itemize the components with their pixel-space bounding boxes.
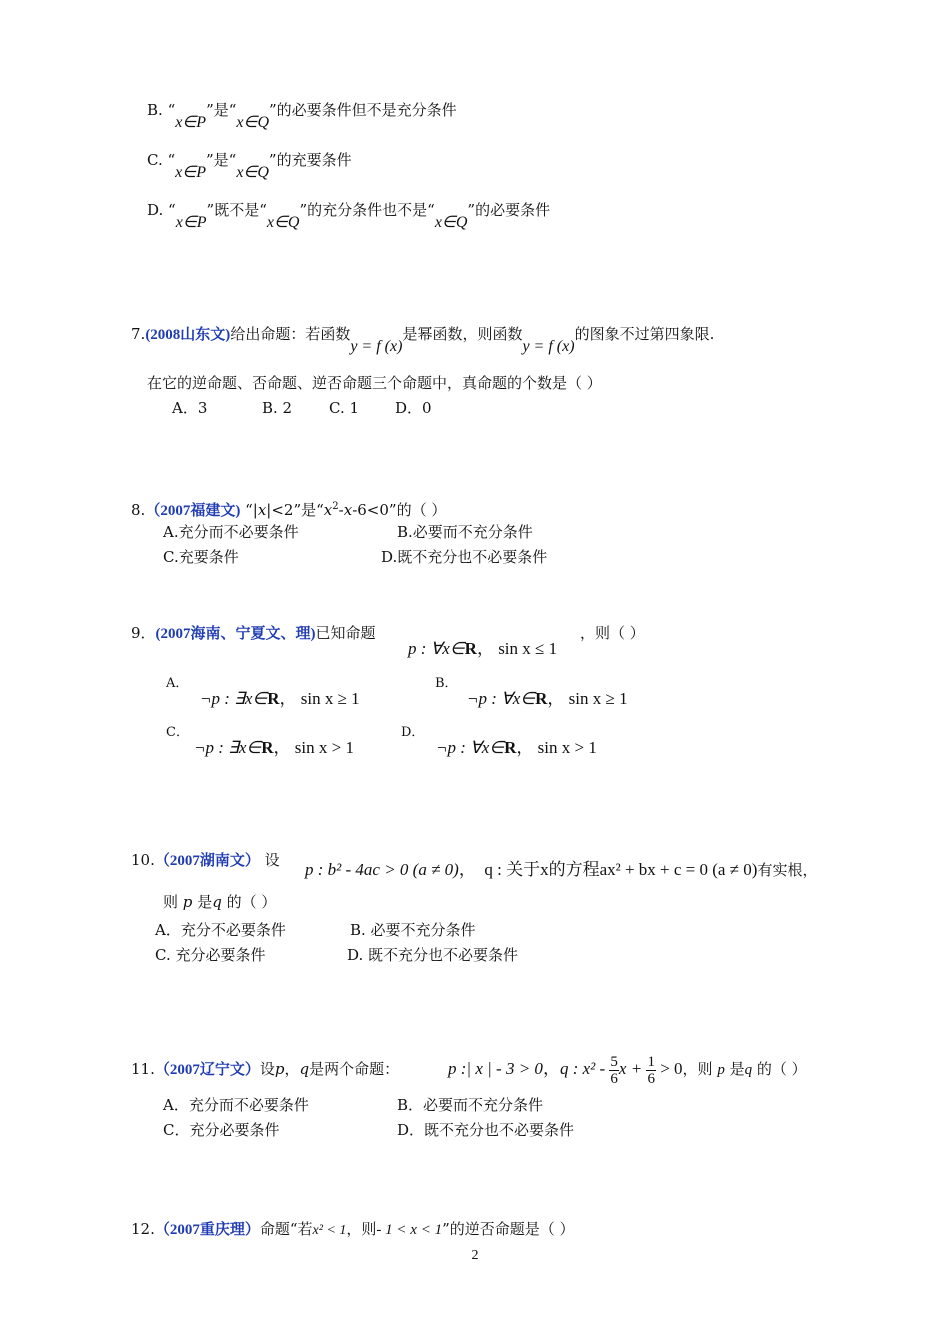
q9-option-b-label: B． <box>435 676 458 691</box>
q9-stem: 9．(2007海南、宁夏文、理)已知命题 <box>131 624 376 642</box>
question-source: (2008山东文) <box>145 327 231 343</box>
q8-option-d: D.既不充分也不必要条件 <box>381 548 548 566</box>
q8-option-b: B.必要而不充分条件 <box>397 523 533 541</box>
math-expr: y = f (x) <box>522 338 575 355</box>
q12-stem: 12.（2007重庆理）命题“若x² < 1，则- 1 < x < 1”的逆否命题是（ ） <box>131 1220 575 1238</box>
math-expr: x∈Q <box>266 214 300 231</box>
option-d: D．0 <box>395 399 432 417</box>
question-number: 12. <box>131 1220 155 1238</box>
question-number: 11. <box>131 1060 155 1078</box>
q7-stem-line2: 在它的逆命题、否命题、逆否命题三个命题中，真命题的个数是（ ） <box>147 374 602 392</box>
page-number: 2 <box>471 1248 479 1263</box>
q6-option-c: C. “x∈P”是“x∈Q”的充要条件 <box>147 151 352 181</box>
q11-stem: 11.（2007辽宁文）设p，q是两个命题： <box>131 1060 400 1078</box>
q9-option-a: ¬p : ∃x∈R， sin x ≥ 1 <box>200 689 360 708</box>
question-source: （2007辽宁文） <box>154 1062 260 1078</box>
math-expr: y = f (x) <box>350 338 403 355</box>
q9-stem-end: ，则（ ） <box>580 624 645 642</box>
question-number: 8. <box>131 501 146 519</box>
question-number: 7. <box>131 325 146 343</box>
q9-premise: p : ∀x∈R， sin x ≤ 1 <box>408 639 558 658</box>
option-c: C. 1 <box>329 399 360 417</box>
question-source: （2007湖南文） <box>154 853 260 869</box>
q10-stem-line2: 则 p 是q 的（ ） <box>163 893 277 911</box>
math-expr: x∈Q <box>434 214 468 231</box>
q9-option-d: ¬p : ∀x∈R， sin x > 1 <box>436 738 597 757</box>
option-label: C. <box>147 151 163 169</box>
q10-option-d: D. 既不充分也不必要条件 <box>347 946 519 964</box>
q6-option-d: D. “x∈P”既不是“x∈Q”的充分条件也不是“x∈Q”的必要条件 <box>147 201 551 231</box>
option-label: D. <box>147 201 164 219</box>
q10-condition: p : b² - 4ac > 0 (a ≠ 0)， q : 关于x的方程ax² + bx + c = 0 (a ≠ 0)有实根， <box>305 860 818 879</box>
option-a: A．3 <box>172 399 208 417</box>
q8-option-a: A.充分而不必要条件 <box>163 523 299 541</box>
fraction: $\frac{1}{6}$ <box>647 1053 655 1087</box>
q11-option-d: D．既不充分也不必要条件 <box>397 1121 575 1139</box>
math-expr: - 1 < x < 1 <box>376 1222 443 1238</box>
q10-option-b: B. 必要不充分条件 <box>350 921 476 939</box>
q9-option-c: ¬p : ∃x∈R， sin x > 1 <box>194 738 354 757</box>
math-expr: x∈P <box>175 164 206 181</box>
q9-option-c-label: C． <box>166 725 189 740</box>
q8-option-c: C.充要条件 <box>163 548 239 566</box>
option-b: B. 2 <box>262 399 293 417</box>
q7-stem: 7.(2008山东文)给出命题：若函数y = f (x)是幂函数，则函数y = f (x)的图象不过第四象限. <box>131 325 715 355</box>
q11-option-c: C．充分必要条件 <box>163 1121 280 1139</box>
math-expr: x∈Q <box>236 114 269 131</box>
q7-options <box>172 398 432 418</box>
q9-option-d-label: D． <box>401 725 425 740</box>
fraction: $\frac{5}{6}$ <box>610 1053 618 1087</box>
math-expr: x² < 1 <box>312 1223 347 1238</box>
q9-option-b: ¬p : ∀x∈R， sin x ≥ 1 <box>467 689 628 708</box>
question-source: (2007海南、宁夏文、理) <box>155 626 316 642</box>
q10-option-c: C. 充分必要条件 <box>155 946 266 964</box>
q11-option-a: A．充分而不必要条件 <box>163 1096 309 1114</box>
question-number: 10. <box>131 851 155 869</box>
q9-option-a-label: A． <box>166 676 189 691</box>
math-expr: x∈P <box>175 214 207 231</box>
q11-condition: p :| x | - 3 > 0，q : x² - $\frac{5}{6}$ x + $\frac{1}{6}$ > 0，则 p 是q 的（ ） <box>448 1053 807 1087</box>
q10-option-a: A．充分不必要条件 <box>155 921 286 939</box>
option-label: B. <box>147 101 163 119</box>
q6-option-b: B. “x∈P”是“x∈Q”的必要条件但不是充分条件 <box>147 101 457 131</box>
q11-option-b: B．必要而不充分条件 <box>397 1096 544 1114</box>
question-source: （2007福建文) <box>145 503 241 519</box>
math-expr: x∈Q <box>236 164 269 181</box>
q10-stem: 10.（2007湖南文） 设 <box>131 851 280 869</box>
question-source: （2007重庆理） <box>154 1222 260 1238</box>
q8-stem: 8.（2007福建文) “|x|<2”是“$x^2-x-6<0$”的（ ） <box>131 501 447 519</box>
question-number: 9． <box>131 624 156 642</box>
math-expr: x∈P <box>175 114 207 131</box>
